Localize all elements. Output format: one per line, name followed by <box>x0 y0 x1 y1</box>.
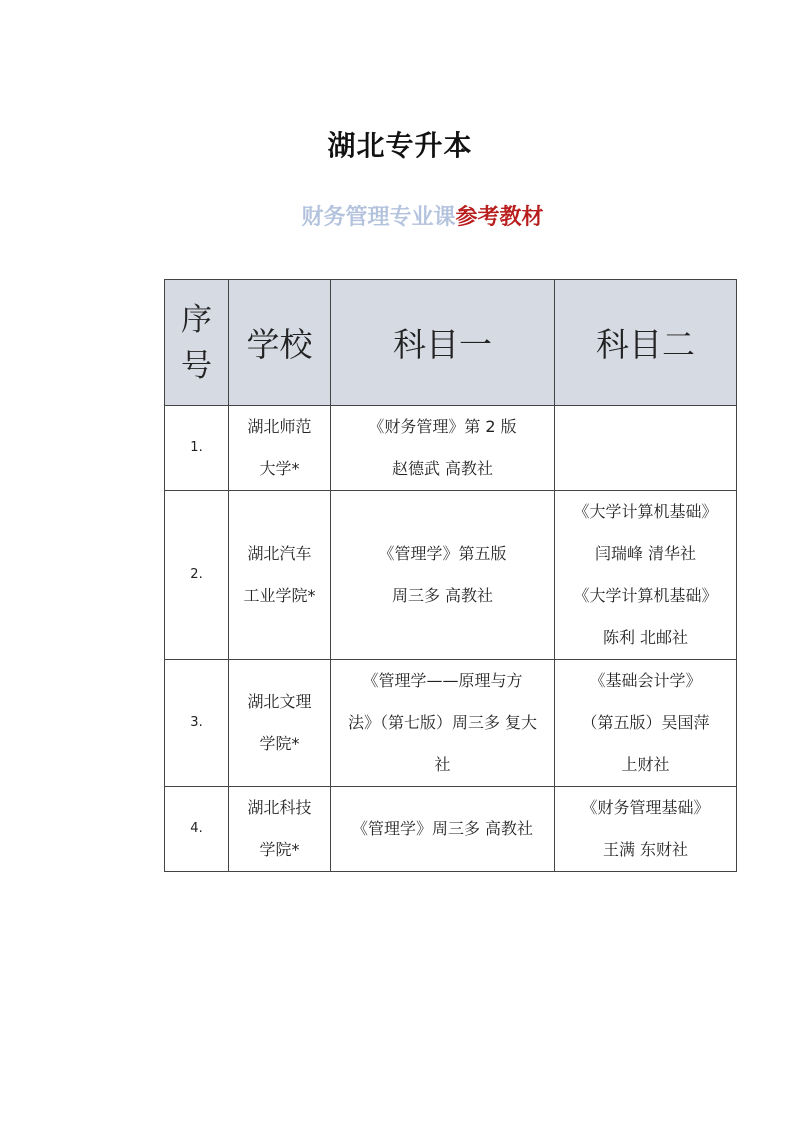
textbook-table <box>164 279 737 872</box>
subject1-line: 周三多 高教社 <box>391 586 494 605</box>
subject1-cell <box>331 660 555 787</box>
subject1-line: 赵德武 高教社 <box>391 459 494 478</box>
subject1-cell <box>331 787 555 872</box>
subtitle-textbooks: 参考教材 <box>455 205 544 230</box>
school-cell <box>229 491 331 660</box>
header-no-line1: 序 <box>181 301 212 338</box>
school-line: 学院* <box>259 840 300 859</box>
table-row <box>165 660 737 787</box>
subject2-cell <box>555 491 737 660</box>
page-title: 湖北专升本 <box>327 129 473 162</box>
subject1-line: 《管理学——原理与方 <box>362 671 523 690</box>
table-row <box>165 787 737 872</box>
subject2-line: 王满 东财社 <box>602 840 689 859</box>
school-cell <box>229 787 331 872</box>
subject2-line: 上财社 <box>621 755 670 774</box>
subject2-line: 闫瑞峰 清华社 <box>594 544 697 563</box>
school-line: 学院* <box>259 734 300 753</box>
row-number: 2. <box>165 491 229 660</box>
subject2-line: （第五版）吴国萍 <box>581 713 710 732</box>
subject1-line: 《管理学》第五版 <box>378 544 507 563</box>
subject2-cell <box>555 787 737 872</box>
table-header-row <box>165 280 737 406</box>
school-line: 工业学院* <box>243 586 316 605</box>
table-row <box>165 491 737 660</box>
header-no-line2: 号 <box>181 347 212 384</box>
subject1-line: 《管理学》周三多 高教社 <box>351 819 534 838</box>
subject2-cell <box>555 660 737 787</box>
subject1-cell <box>331 406 555 491</box>
subject2-line: 《大学计算机基础》 <box>573 586 718 605</box>
school-line: 大学* <box>259 459 300 478</box>
table-row <box>165 406 737 491</box>
school-cell <box>229 406 331 491</box>
subtitle-major: 财务管理专业课 <box>301 205 456 230</box>
school-cell <box>229 660 331 787</box>
subject1-cell <box>331 491 555 660</box>
subject2-cell <box>555 406 737 491</box>
subject2-line: 陈利 北邮社 <box>602 628 689 647</box>
row-number: 1. <box>165 406 229 491</box>
school-line: 湖北文理 <box>247 692 312 711</box>
subject2-line: 《基础会计学》 <box>589 671 702 690</box>
header-school: 学校 <box>229 280 331 406</box>
page-subtitle <box>0 200 800 231</box>
subject1-line: 社 <box>434 755 451 774</box>
subject2-line: 《财务管理基础》 <box>581 798 710 817</box>
school-line: 湖北科技 <box>247 798 312 817</box>
row-number: 3. <box>165 660 229 787</box>
subject2-line: 《大学计算机基础》 <box>573 502 718 521</box>
header-subject1: 科目一 <box>331 280 555 406</box>
subject1-line: 法》（第七版）周三多 复大 <box>347 713 538 732</box>
subject1-line: 《财务管理》第 2 版 <box>368 417 517 436</box>
header-subject2: 科目二 <box>555 280 737 406</box>
school-line: 湖北师范 <box>247 417 312 436</box>
row-number: 4. <box>165 787 229 872</box>
school-line: 湖北汽车 <box>247 544 312 563</box>
header-no <box>165 280 229 406</box>
